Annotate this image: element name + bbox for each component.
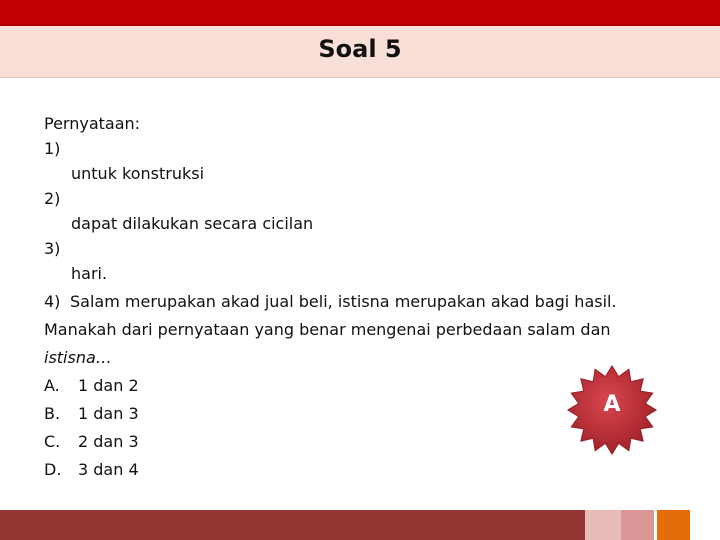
footer-segment-4 (657, 510, 690, 540)
footer-segment-1 (585, 510, 621, 540)
statement-1-number: 1) (44, 139, 61, 158)
answer-badge-letter: A (603, 392, 621, 417)
option-c-text: 2 dan 3 (78, 432, 139, 451)
footer-segment-5 (690, 510, 720, 540)
question-prompt-line-2: istisna… (44, 348, 112, 367)
slide-title: Soal 5 (318, 35, 402, 63)
option-d[interactable] (44, 456, 664, 484)
option-d-text: 3 dan 4 (78, 460, 139, 479)
statements-intro: Pernyataan: (44, 114, 141, 133)
statement-3-text: hari. (71, 264, 108, 283)
top-accent-bar (0, 0, 720, 24)
question-prompt-line-1: Manakah dari pernyataan yang benar mengenai perbedaan salam dan (44, 320, 611, 339)
option-a-text: 1 dan 2 (78, 376, 139, 395)
statement-1-text: untuk konstruksi (71, 164, 205, 183)
option-c-letter: C. (44, 432, 61, 451)
option-a-letter: A. (44, 376, 60, 395)
option-b-text: 1 dan 3 (78, 404, 139, 423)
statement-3-number: 3) (44, 239, 61, 258)
statement-4-number: 4) (44, 292, 61, 311)
footer-segment-2 (621, 510, 654, 540)
statement-2-number: 2) (44, 189, 61, 208)
option-d-letter: D. (44, 460, 62, 479)
statement-2-text: dapat dilakukan secara cicilan (71, 214, 314, 233)
option-b-letter: B. (44, 404, 61, 423)
statement-4 (44, 288, 664, 316)
statement-4-text: Salam merupakan akad jual beli, istisna merupakan akad bagi hasil. (70, 292, 617, 311)
